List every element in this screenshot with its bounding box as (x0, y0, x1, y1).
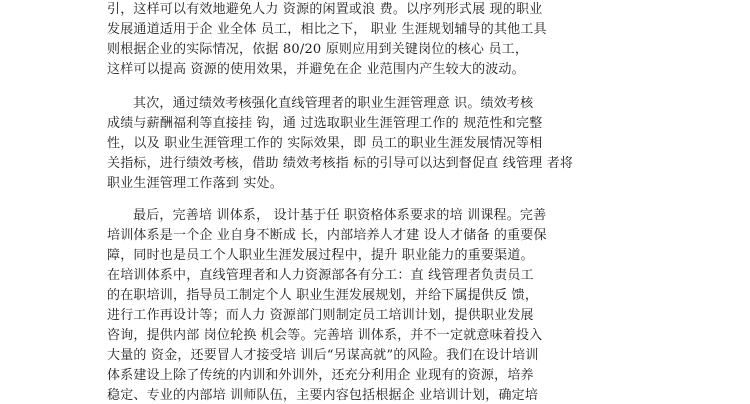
body-text-line: 关指标，进行绩效考核，借助 绩效考核指 标的引导可以达到督促直 线管理 者将 (107, 156, 574, 171)
body-text-line: 的在职培训，指导员工制定个人 职业生涯发展规划，并给下属提供反 馈， (107, 288, 539, 303)
body-text-line: 大量的 资金，还要冒人才接受培 训后“另谋高就”的风险。我们在设计培训 (107, 348, 539, 363)
body-text-line: 进行工作再设计等；而人力 资源部门则制定员工培训计划，提供职业发展 (107, 308, 534, 323)
body-text-line: 体系建设上除了传统的内训和外训外，还充分利用企 业现有的资源，培养 (107, 368, 534, 383)
body-text-line: 职业生涯管理工作落到 实处。 (107, 176, 283, 191)
body-text-line: 这样可以提高 资源的使用效果，并避免在企 业范围内产生较大的波动。 (107, 62, 525, 77)
body-text-line: 在培训体系中，直线管理者和人力资源部各有分工：直 线管理者负责员工 (107, 268, 534, 283)
body-text-line: 咨询，提供内部 岗位轮换 机会等。完善培 训体系，并不一定就意味着投入 (107, 328, 543, 343)
body-text-line: 性，以及 职业生涯管理工作的 实际效果，即 员工的职业生涯发展情况等相 (107, 136, 543, 151)
body-text-line: 障，同时也是员工个人职业生涯发展过程中，提升 职业能力的重要渠道。 (107, 248, 534, 263)
body-text-line: 最后，完善培 训体系， 设计基于任 职资格体系要求的培 训课程。完善 (133, 208, 547, 223)
body-text-line: 发展通道适用于企 业全体 员工，相比之下， 职业 生涯规划辅导的其他工具 (107, 22, 547, 37)
body-text-line: 其次，通过绩效考核强化直线管理者的职业生涯管理意 识。绩效考核 (133, 96, 534, 111)
body-text-line: 成绩与薪酬福利等直接挂 钩，通 过选取职业生涯管理工作的 规范性和完整 (107, 116, 543, 131)
body-text-line: 引，这样可以有效地避免人力 资源的闲置或浪 费。以序列形式展 现的职业 (107, 2, 543, 17)
body-text-line: 则根据企业的实际情况，依据 80/20 原则应用到关键岗位的核心 员工， (107, 42, 529, 57)
body-text-line: 稳定、专业的内部培 训师队伍，主要内容包括根据企 业培训计划，确定培 (107, 388, 539, 403)
body-text-line: 培训体系是一个企 业自身不断成 长，内部培养人才建 设人才储备 的重要保 (107, 228, 547, 243)
